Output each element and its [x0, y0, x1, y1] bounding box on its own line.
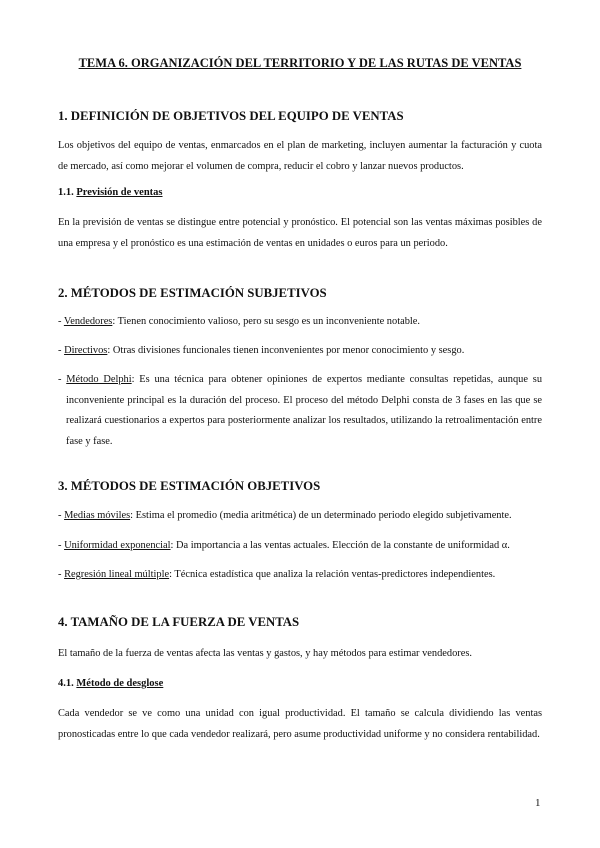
item-label: Medias móviles [64, 510, 131, 521]
list-item: - Directivos: Otras divisiones funcionales tienen inconvenientes por menor conocimiento y sesgo. [58, 345, 465, 356]
list-item: - Regresión lineal múltiple: Técnica estadística que analiza la relación ventas-predictores independientes. [58, 569, 496, 580]
item-text: : Da importancia a las ventas actuales. Elección de la constante de uniformidad α. [170, 540, 510, 551]
subsection-4-1-title: Método de desglose [76, 678, 164, 689]
subsection-1-1-heading [58, 187, 163, 198]
list-item: - Método Delphi: Es una técnica para obtener opiniones de expertos mediante consultas repetidas, aunque su inconveniente principal es la duración del proceso. El proceso del método Delphi consta de 3 fases en las que se realizará cuestionarios a expertos para posteriormente analizar los resultados, utilizando la retroalimentación entre fase y fase. [58, 374, 543, 447]
list-item: - Medias móviles: Estima el promedio (media aritmética) de un determinado periodo elegido subjetivamente. [58, 510, 512, 521]
list-item: - Vendedores: Tienen conocimiento valioso, pero su sesgo es un inconveniente notable. [58, 316, 420, 327]
item-text: : Tienen conocimiento valioso, pero su sesgo es un inconveniente notable. [112, 316, 420, 327]
section-3-heading: 3. MÉTODOS DE ESTIMACIÓN OBJETIVOS [58, 479, 321, 493]
item-label: Directivos [64, 345, 108, 356]
section-4-paragraph: El tamaño de la fuerza de ventas afecta las ventas y gastos, y hay métodos para estimar vendedores. [58, 648, 473, 659]
subsection-4-1-heading [58, 678, 163, 689]
section-1-heading: 1. DEFINICIÓN DE OBJETIVOS DEL EQUIPO DE VENTAS [58, 109, 404, 123]
subsection-1-1-number: 1.1. [58, 187, 74, 198]
subsection-1-1-paragraph: En la previsión de ventas se distingue entre potencial y pronóstico. El potencial son las ventas máximas posibles de una empresa y el pronóstico es una estimación de ventas en unidades o euros para un periodo. [58, 217, 542, 249]
item-label: Regresión lineal múltiple [64, 569, 170, 580]
subsection-4-1-number: 4.1. [58, 678, 74, 689]
item-label: Método Delphi [66, 374, 132, 385]
item-text: : Estima el promedio (media aritmética) de un determinado periodo elegido subjetivamente. [130, 510, 512, 521]
section-4-heading: 4. TAMAÑO DE LA FUERZA DE VENTAS [58, 615, 300, 629]
list-item: - Uniformidad exponencial: Da importancia a las ventas actuales. Elección de la constante de uniformidad α. [58, 540, 510, 551]
section-1-paragraph: Los objetivos del equipo de ventas, enmarcados en el plan de marketing, incluyen aumentar la facturación y cuota de mercado, así como mejorar el volumen de compra, reducir el cobro y lanzar nuevos productos. [58, 140, 542, 172]
page-number: 1 [535, 797, 541, 809]
subsection-4-1-paragraph: Cada vendedor se ve como una unidad con igual productividad. El tamaño se calcula dividiendo las ventas pronosticadas entre lo que cada vendedor realizará, pero asume productividad uniforme y no considera rentabilidad. [58, 708, 542, 740]
item-text: : Técnica estadística que analiza la relación ventas-predictores independientes. [169, 569, 496, 580]
subsection-1-1-title: Previsión de ventas [76, 187, 163, 198]
item-text: : Otras divisiones funcionales tienen inconvenientes por menor conocimiento y sesgo. [107, 345, 465, 356]
document-title: TEMA 6. ORGANIZACIÓN DEL TERRITORIO Y DE LAS RUTAS DE VENTAS [78, 56, 522, 70]
section-2-heading: 2. MÉTODOS DE ESTIMACIÓN SUBJETIVOS [58, 286, 327, 300]
item-label: Vendedores [63, 316, 113, 327]
item-text: : Es una técnica para obtener opiniones de expertos mediante consultas repetidas, aunque su inconveniente principal es la duración del proceso. El proceso del método Delphi consta de 3 fases en las que se realizará cuestionarios a expertos para posteriormente analizar los resultados, utilizando la retroalimentación entre fase y fase. [66, 374, 543, 447]
item-label: Uniformidad exponencial [64, 540, 171, 551]
